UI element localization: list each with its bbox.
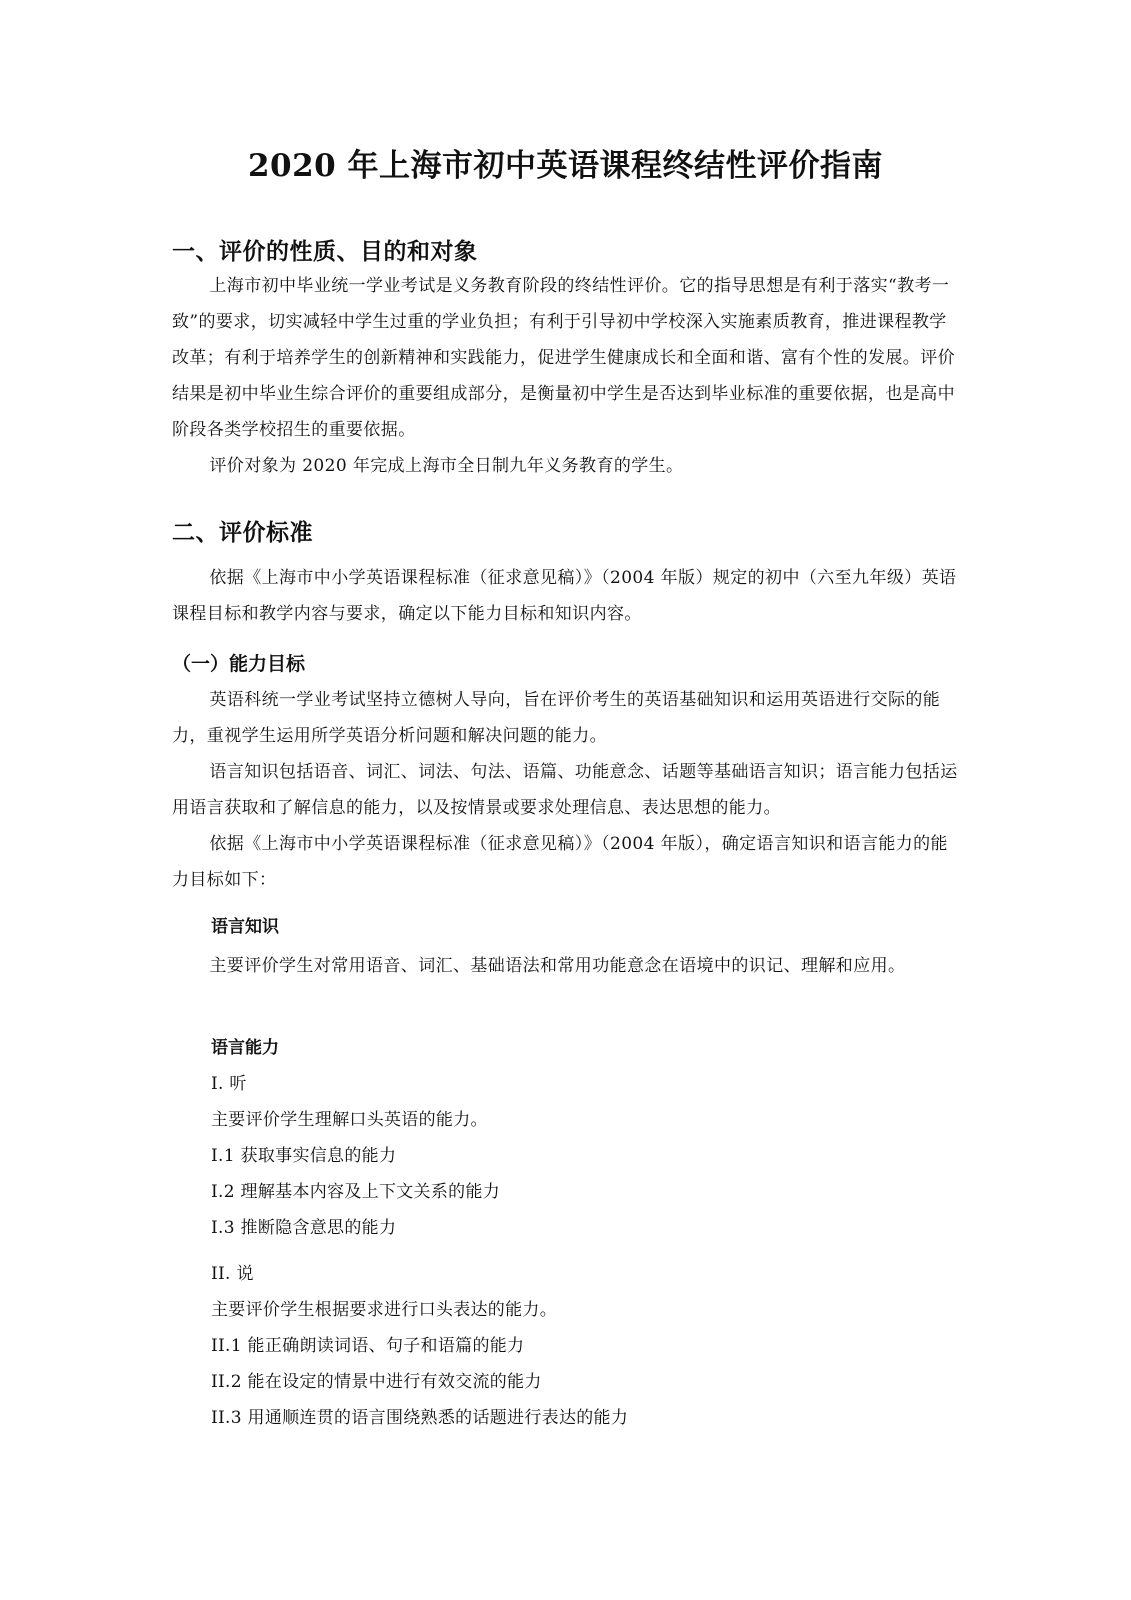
paragraph-ability-goals-basis: 依据《上海市中小学英语课程标准（征求意见稿）》（2004 年版），确定语言知识和语言能力的能力目标如下： bbox=[172, 834, 948, 890]
section-heading-nature-purpose: 一、评价的性质、目的和对象 bbox=[172, 238, 478, 265]
section-heading-standards: 二、评价标准 bbox=[172, 519, 313, 546]
paragraph-language-knowledge: 主要评价学生对常用语音、词汇、基础语法和常用功能意念在语境中的识记、理解和应用。 bbox=[209, 956, 906, 976]
heading-listening: I. 听 bbox=[211, 1074, 247, 1094]
paragraph-exam-purpose: 上海市初中毕业统一学业考试是义务教育阶段的终结性评价。它的指导思想是有利于落实“教考一致”的要求，切实减轻中学生过重的学业负担；有利于引导初中学校深入实施素质教育，推进课程教学改革；有利于培养学生的创新精神和实践能力，促进学生健康成长和全面和谐、富有个性的发展。评价结果是初中毕业生综合评价的重要组成部分，是衡量初中学生是否达到毕业标准的重要依据，也是高中阶段各类学校招生的重要依据。 bbox=[172, 276, 955, 440]
subsection-heading-ability-goals: （一）能力目标 bbox=[172, 653, 306, 675]
heading-speaking: II. 说 bbox=[211, 1264, 254, 1284]
listening-item: I.3 推断隐含意思的能力 bbox=[211, 1218, 397, 1238]
document-title: 2020 年上海市初中英语课程终结性评价指南 bbox=[247, 148, 884, 184]
listening-intro: 主要评价学生理解口头英语的能力。 bbox=[211, 1110, 488, 1130]
paragraph-language-knowledge-definition: 语言知识包括语音、词汇、词法、句法、语篇、功能意念、话题等基础语言知识；语言能力包括运用语言获取和了解信息的能力，以及按情景或要求处理信息、表达思想的能力。 bbox=[172, 762, 958, 818]
heading-language-knowledge: 语言知识 bbox=[211, 917, 279, 937]
paragraph-exam-orientation: 英语科统一学业考试坚持立德树人导向，旨在评价考生的英语基础知识和运用英语进行交际的能力，重视学生运用所学英语分析问题和解决问题的能力。 bbox=[172, 690, 941, 746]
speaking-item: II.2 能在设定的情景中进行有效交流的能力 bbox=[211, 1372, 542, 1392]
listening-item: I.2 理解基本内容及上下文关系的能力 bbox=[211, 1182, 501, 1202]
paragraph-evaluation-target: 评价对象为 2020 年完成上海市全日制九年义务教育的学生。 bbox=[209, 456, 684, 476]
speaking-intro: 主要评价学生根据要求进行口头表达的能力。 bbox=[211, 1300, 557, 1320]
listening-item: I.1 获取事实信息的能力 bbox=[211, 1146, 397, 1166]
speaking-item: II.3 用通顺连贯的语言围绕熟悉的话题进行表达的能力 bbox=[211, 1408, 629, 1428]
speaking-item: II.1 能正确朗读词语、句子和语篇的能力 bbox=[211, 1336, 525, 1356]
heading-language-ability: 语言能力 bbox=[211, 1038, 279, 1058]
paragraph-standards-basis: 依据《上海市中小学英语课程标准（征求意见稿）》（2004 年版）规定的初中（六至九年级）英语课程目标和教学内容与要求，确定以下能力目标和知识内容。 bbox=[172, 568, 957, 624]
